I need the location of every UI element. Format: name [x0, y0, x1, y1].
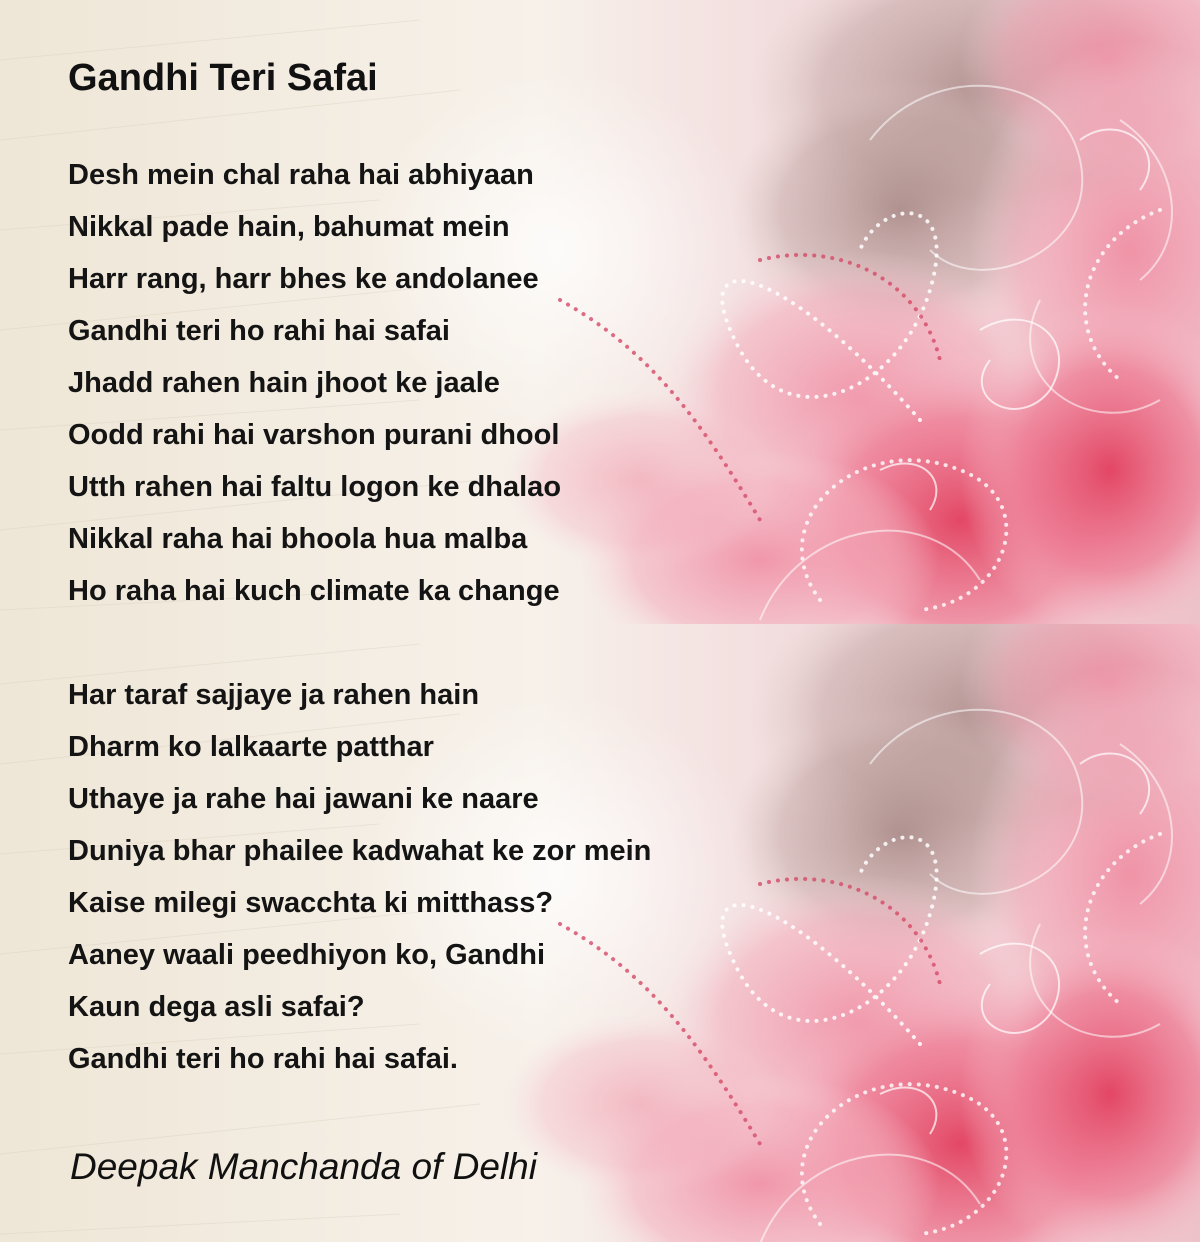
poem-line: Utth rahen hai faltu logon ke dhalao — [68, 471, 562, 503]
poem-line: Kaise milegi swacchta ki mitthass? — [68, 887, 554, 919]
stanza-2 — [68, 669, 651, 1085]
poem-line: Gandhi teri ho rahi hai safai — [68, 315, 450, 347]
poem-line: Dharm ko lalkaarte patthar — [68, 731, 434, 763]
stanza-1 — [68, 149, 561, 617]
poem-line: Nikkal raha hai bhoola hua malba — [68, 523, 528, 555]
poem-line: Gandhi teri ho rahi hai safai. — [68, 1043, 458, 1075]
poem-line: Nikkal pade hain, bahumat mein — [68, 211, 510, 243]
poem-line: Ho raha hai kuch climate ka change — [68, 575, 560, 607]
poem-line: Har taraf sajjaye ja rahen hain — [68, 679, 480, 711]
poem-line: Desh mein chal raha hai abhiyaan — [68, 159, 534, 191]
poem-title: Gandhi Teri Safai — [68, 57, 378, 99]
poem-line: Oodd rahi hai varshon purani dhool — [68, 419, 560, 451]
poem-line: Harr rang, harr bhes ke andolanee — [68, 263, 539, 295]
poem-line: Uthaye ja rahe hai jawani ke naare — [68, 783, 539, 815]
poem-line: Jhadd rahen hain jhoot ke jaale — [68, 367, 500, 399]
poem-author: Deepak Manchanda of Delhi — [70, 1146, 537, 1187]
poem-line: Kaun dega asli safai? — [68, 991, 365, 1023]
poem-line: Duniya bhar phailee kadwahat ke zor mein — [68, 835, 652, 867]
poem-line: Aaney waali peedhiyon ko, Gandhi — [68, 939, 545, 971]
